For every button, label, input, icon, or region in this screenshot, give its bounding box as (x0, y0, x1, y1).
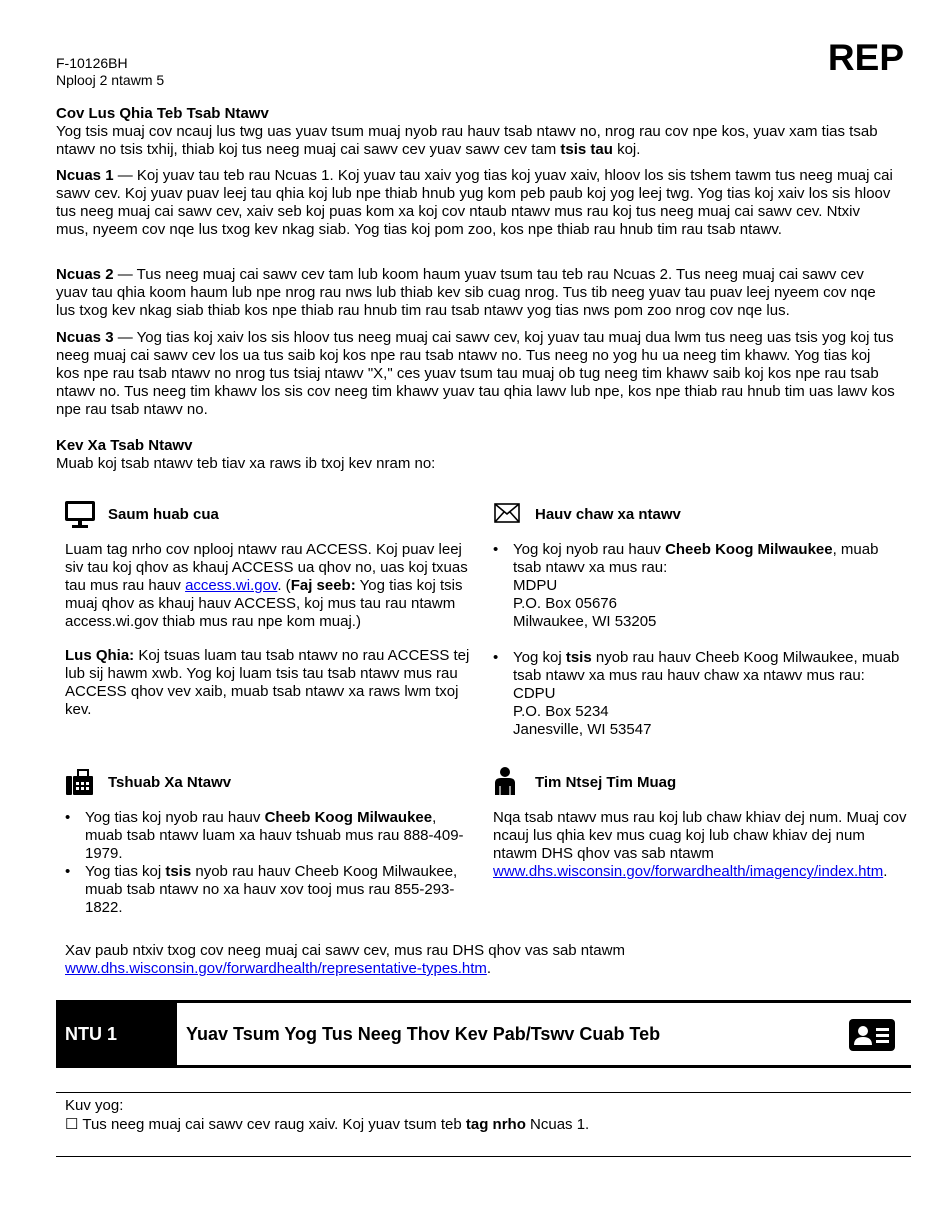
ncuas1-paragraph: Ncuas 1 — Koj yuav tau teb rau Ncuas 1. Koj yuav tau xaiv yog tias koj yuav xaiv, hloov los sis tshem tawm tus neeg muaj cai sawv cev. Koj yuav puav leej tau qhia koj lub npe thiab hnub yug kom peb paub koj yog leej twg. Yog tias koj xaiv los sis hloov tus neeg muaj cai sawv cev, xaiv seb koj puas kom xa koj cov ntaub ntawv mus rau koj tus neeg muaj cai sawv cev. Ntxiv mus, nyeem cov nqe lus txog kev nkag siab. Yog tias koj pom zoo, kos npe thiab rau hnub tim rau tsab ntawv. (56, 167, 893, 238)
fax-list (65, 809, 477, 917)
id-card-icon (849, 1019, 895, 1051)
ncuas2-paragraph: Ncuas 2 — Tus neeg muaj cai sawv cev tam lub koom haum yuav tsum tau teb rau Ncuas 2. Tus neeg muaj cai sawv cev yuav tau qhia koom haum lub npe nrog rau nws lub thiab kev sib cuag nrog. Tus tib neeg yuav tau puav leej nyeem cov nqe lus txog kev nkag siab thiab kos npe thiab rau hnub tim rau tsab ntawv yog tias nws pom zoo nrog cov nqe lus. (56, 266, 876, 319)
ncuas3-paragraph: Ncuas 3 — Yog tias koj xaiv los sis hloov tus neeg muaj cai sawv cev, koj yuav tau muaj dua lwm tus neeg uas tsis yog koj tus neeg muaj cai sawv cev los ua tus saib koj kos npe rau tsab ntawv no. Tus neeg no yog hu ua neeg tim khawv. Yog tias koj kos npe rau tsab ntawv no nrog tus tsiaj ntawv "X," ces yuav tsum tau muaj ob tug neeg tim khawv saib koj kos npe rau tsab ntawv no. Tus neeg tim khawv los sis cov neeg tim khawv yuav tau qhia lawv lub npe, kos npe thiab rau hnub tim uas lawv kos npe rau tsab ntawv no. (56, 329, 895, 418)
submit-section (56, 437, 896, 473)
rep-stamp: REP (827, 37, 904, 78)
representative-option: ☐ Tus neeg muaj cai sawv cev raug xaiv. Koj yuav tsum teb tag nrho Ncuas 1. (65, 1116, 590, 1133)
mail-heading: Hauv chaw xa ntawv (535, 506, 681, 523)
section-1-label: NTU 1 (56, 1003, 177, 1065)
imagency-link[interactable]: www.dhs.wisconsin.gov/forwardhealth/imagency/index.htm (493, 863, 884, 880)
inperson-heading: Tim Ntsej Tim Muag (535, 774, 677, 791)
computer-monitor-icon (64, 500, 96, 528)
section-1-title: Yuav Tsum Yog Tus Neeg Thov Kev Pab/Tswv Cuab Teb (186, 1024, 661, 1044)
list-item: • Yog tias koj tsis nyob rau hauv Cheeb Koog Milwaukee, muab tsab ntawv no xa hauv xov tooj mus rau 855-293-1822. (65, 863, 477, 917)
online-paragraph: Luam tag nrho cov nplooj ntawv rau ACCESS. Koj puav leej siv tau koj qhov as khauj ACCESS ua qhov no, uas koj txuas tau mus rau hauv access.wi.gov. (Faj seeb: Yog tias koj tsis muaj qhov as khauj hauv ACCESS, koj mus tau rau ntawm access.wi.gov thiab mus rau npe kom muaj.) (65, 541, 468, 630)
instructions-title: Cov Lus Qhia Teb Tsab Ntawv (56, 105, 269, 122)
check-prompt: Kuv yog: (65, 1097, 124, 1114)
more-info-paragraph: Xav paub ntxiv txog cov neeg muaj cai sawv cev, mus rau DHS qhov vas sab ntawm www.dhs.wisconsin.gov/forwardhealth/representative-types.htm. (65, 942, 625, 977)
online-tip: Lus Qhia: Koj tsuas luam tau tsab ntawv no rau ACCESS tej lub sij hawm xwb. Yog koj luam tsis tau tsab ntawv mus rau ACCESS qhov vev xaib, muab tsab ntawv xa raws lwm txoj kev. (65, 647, 470, 718)
fax-heading: Tshuab Xa Ntawv (108, 774, 232, 791)
list-item: • Yog koj tsis nyob rau hauv Cheeb Koog Milwaukee, muab tsab ntawv xa mus rau hauv chaw xa ntawv mus rau: CDPU P.O. Box 5234 Janesville, WI 53547 (493, 649, 903, 739)
mailing-address: CDPU P.O. Box 5234 Janesville, WI 53547 (513, 685, 652, 738)
representative-types-link[interactable]: www.dhs.wisconsin.gov/forwardhealth/representative-types.htm (65, 960, 487, 977)
fax-machine-icon (66, 768, 93, 795)
divider (56, 1092, 911, 1093)
access-link[interactable]: access.wi.gov (185, 577, 278, 594)
form-id: F-10126BH (56, 55, 128, 71)
submit-title: Kev Xa Tsab Ntawv (56, 437, 193, 454)
page-label: Nplooj 2 ntawm 5 (56, 72, 165, 88)
list-item: • Yog koj nyob rau hauv Cheeb Koog Milwaukee, muab tsab ntawv xa mus rau: MDPU P.O. Box 05676 Milwaukee, WI 53205 (493, 541, 903, 631)
form-header (56, 55, 164, 89)
section-1-header (56, 1000, 911, 1068)
instructions-intro: Cov Lus Qhia Teb Tsab Ntawv Yog tsis muaj cov ncauj lus twg uas yuav tsum muaj nyob rau hauv tsab ntawv no, nrog rau cov npe kos, yuav xam tias tsab ntawv no tsis txhij, thiab koj tus neeg muaj cai sawv cev yuav sawv cev tam tsis tau koj. (56, 105, 896, 159)
envelope-icon (494, 503, 520, 523)
representative-checkbox[interactable]: ☐ (65, 1116, 79, 1133)
list-item: • Yog tias koj nyob rau hauv Cheeb Koog Milwaukee, muab tsab ntawv luam xa hauv tshuab mus rau 888-409-1979. (65, 809, 477, 863)
inperson-paragraph: Nqa tsab ntawv mus rau koj lub chaw khiav dej num. Muaj cov ncauj lus qhia kev mus cuag koj lub chaw khiav dej num ntawm DHS qhov vas sab ntawm www.dhs.wisconsin.gov/forwardhealth/imagency/index.htm. (493, 809, 907, 880)
divider (56, 1156, 911, 1157)
mail-list (493, 541, 903, 739)
person-icon (493, 767, 517, 795)
submit-intro: Muab koj tsab ntawv teb tiav xa raws ib txoj kev nram no: (56, 455, 436, 472)
mailing-address: MDPU P.O. Box 05676 Milwaukee, WI 53205 (513, 577, 657, 630)
online-heading: Saum huab cua (108, 506, 219, 523)
